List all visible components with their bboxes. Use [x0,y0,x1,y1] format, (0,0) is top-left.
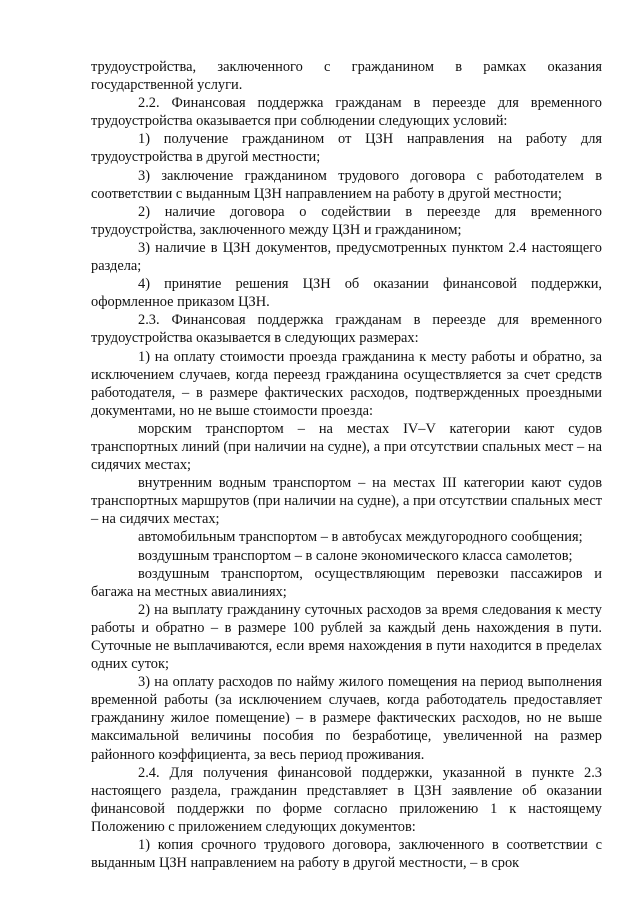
paragraph-8: 1) на оплату стоимости проезда гражданина к месту работы и обратно, за исключением случаев, когда переезд гражданина осуществляется за счет средств работодателя, – в размере фактических расходов, подтвержденных проездными документами, но не выше стоимости проезда: [91,348,602,419]
paragraph-17: 1) копия срочного трудового договора, заключенного в соответствии с выданным ЦЗН направлением на работу в другой местности, – в срок [91,837,602,872]
paragraph-4: 2) наличие договора о содействии в переезде для временного трудоустройства, заключенного между ЦЗН и гражданином; [91,203,602,238]
paragraph-6: 4) принятие решения ЦЗН об оказании финансовой поддержки, оформленное приказом ЦЗН. [91,276,602,311]
paragraph-15: 3) на оплату расходов по найму жилого помещения на период выполнения временной работы (за исключением случаев, когда работодатель предоставляет гражданину жилое помещение) – в размере фактических расходов, но не выше максимальной величины пособия по безработице, увеличенной на размер районного коэффициента, за весь период проживания. [91,674,602,763]
paragraph-9: морским транспортом – на местах IV–V категории кают судов транспортных линий (при наличии на судне), а при отсутствии спальных мест – на сидячих местах; [91,420,602,474]
paragraph-5: 3) наличие в ЦЗН документов, предусмотренных пунктом 2.4 настоящего раздела; [91,239,602,275]
paragraph-11: автомобильным транспортом – в автобусах междугородного сообщения; [138,529,583,546]
paragraph-10: внутренним водным транспортом – на местах III категории кают судов транспортных маршрутов (при наличии на судне), а при отсутствии спальных мест – на сидячих местах; [91,475,602,528]
paragraph-12: воздушным транспортом – в салоне экономического класса самолетов; [138,547,573,564]
paragraph-0: трудоустройства, заключенного с гражданином в рамках оказания государственной услуги. [91,59,602,94]
paragraph-1: 2.2. Финансовая поддержка гражданам в переезде для временного трудоустройства оказывается при соблюдении следующих условий: [91,95,602,130]
paragraph-14: 2) на выплату гражданину суточных расходов за время следования к месту работы и обратно – в размере 100 рублей за каждый день нахождения в пути. Суточные не выплачиваются, если время нахождения в пути находится в пределах одних суток; [91,601,602,673]
paragraph-16: 2.4. Для получения финансовой поддержки, указанной в пункте 2.3 настоящего раздела, гражданин представляет в ЦЗН заявление об оказании финансовой поддержки по форме согласно приложению 1 к настоящему Положению с приложением следующих документов: [91,764,602,835]
paragraph-7: 2.3. Финансовая поддержка гражданам в переезде для временного трудоустройства оказывается в следующих размерах: [91,312,602,347]
paragraph-2: 1) получение гражданином от ЦЗН направления на работу для трудоустройства в другой местности; [91,131,602,166]
paragraph-13: воздушным транспортом, осуществляющим перевозки пассажиров и багажа на местных авиалиниях; [91,565,602,600]
paragraph-3: 3) заключение гражданином трудового договора с работодателем в соответствии с выданным ЦЗН направлением на работу в другой местности; [91,167,602,202]
